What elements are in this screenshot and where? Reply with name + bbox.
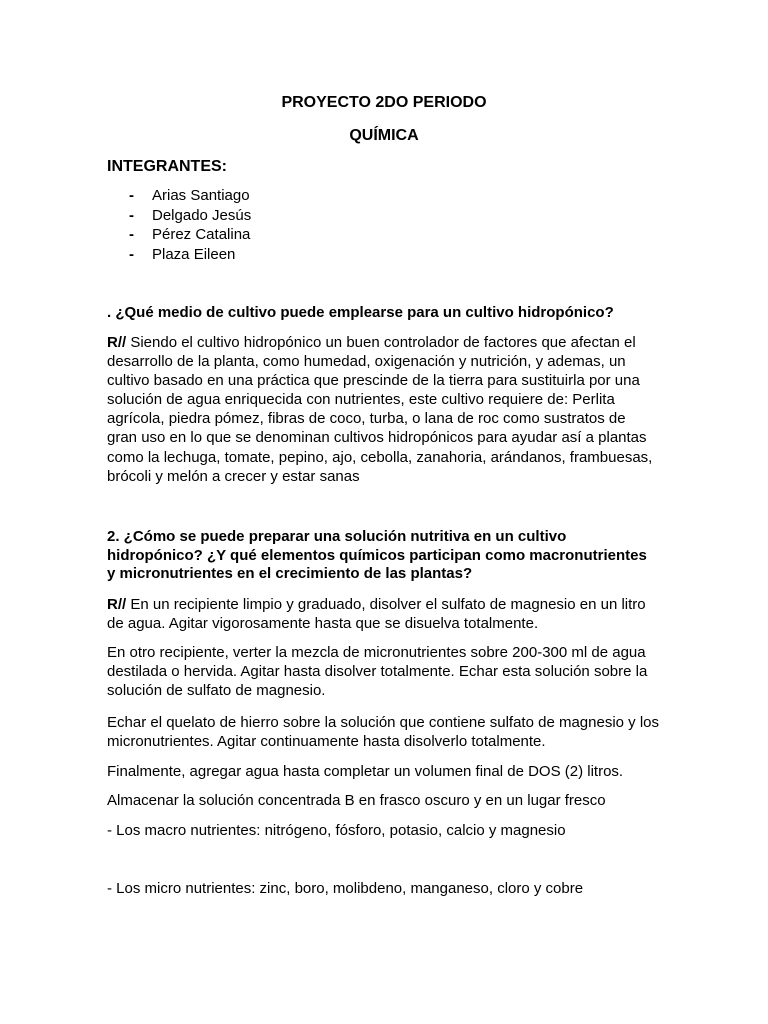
members-list: [107, 186, 251, 264]
paragraph-macronutrients: - Los macro nutrientes: nitrógeno, fósforo, potasio, calcio y magnesio: [107, 822, 566, 839]
answer-2: [107, 595, 667, 633]
member-name: Pérez Catalina: [152, 226, 251, 243]
list-item: [107, 186, 251, 206]
bullet: -: [129, 245, 134, 263]
list-item: [107, 225, 251, 245]
bullet: -: [129, 206, 134, 224]
question-2: 2. ¿Cómo se puede preparar una solución nutritiva en un cultivo hidropónico? ¿Y qué elementos químicos participan como macronutrientes y micronutrientes en el crecimiento de las plantas?: [107, 528, 647, 583]
member-name: Plaza Eileen: [152, 245, 236, 263]
list-item: [107, 206, 251, 226]
document-title: PROYECTO 2DO PERIODO: [281, 94, 487, 111]
answer-tag: R//: [107, 596, 127, 613]
answer-2-text: En un recipiente limpio y graduado, disolver el sulfato de magnesio en un litro de agua. Agitar vigorosamente hasta que se disuelva totalmente.: [107, 596, 646, 633]
member-name: Arias Santiago: [152, 187, 250, 204]
bullet: -: [129, 226, 134, 243]
list-item: [107, 245, 251, 265]
answer-1: [107, 333, 667, 486]
member-name: Delgado Jesús: [152, 206, 252, 224]
paragraph-micronutrients-mix: En otro recipiente, verter la mezcla de micronutrientes sobre 200-300 ml de agua destilada o hervida. Agitar hasta disolver totalmente. Echar esta solución sobre la solución de sulfato de magnesio.: [107, 644, 648, 700]
answer-1-text: Siendo el cultivo hidropónico un buen controlador de factores que afectan el desarrollo de la planta, como humedad, oxigenación y nutrición, y ademas, un cultivo basado en una práctica que prescinde de la tierra para sustituirla por una solución de agua enriquecida con nutrientes, este cultivo requiere de: Perlita agrícola, piedra pómez, fibras de coco, turba, o lana de roc como sustratos de gran uso en lo que se denominan cultivos hidropónicos para ayudar así a plantas como la lechuga, tomate, pepino, ajo, cebolla, zanahoria, arándanos, frambuesas, brócoli y melón a crecer y estar sanas: [107, 334, 653, 485]
answer-tag: R//: [107, 334, 127, 351]
members-heading: INTEGRANTES:: [107, 158, 227, 175]
paragraph-storage: Almacenar la solución concentrada B en frasco oscuro y en un lugar fresco: [107, 792, 606, 809]
paragraph-micronutrients: - Los micro nutrientes: zinc, boro, molibdeno, manganeso, cloro y cobre: [107, 880, 584, 897]
question-1: . ¿Qué medio de cultivo puede emplearse para un cultivo hidropónico?: [107, 304, 614, 321]
paragraph-final-volume: Finalmente, agregar agua hasta completar un volumen final de DOS (2) litros.: [107, 763, 624, 780]
document-subject: QUÍMICA: [349, 127, 419, 144]
bullet: -: [129, 187, 134, 204]
paragraph-iron-chelate: Echar el quelato de hierro sobre la solución que contiene sulfato de magnesio y los micronutrientes. Agitar continuamente hasta disolverlo totalmente.: [107, 714, 660, 751]
